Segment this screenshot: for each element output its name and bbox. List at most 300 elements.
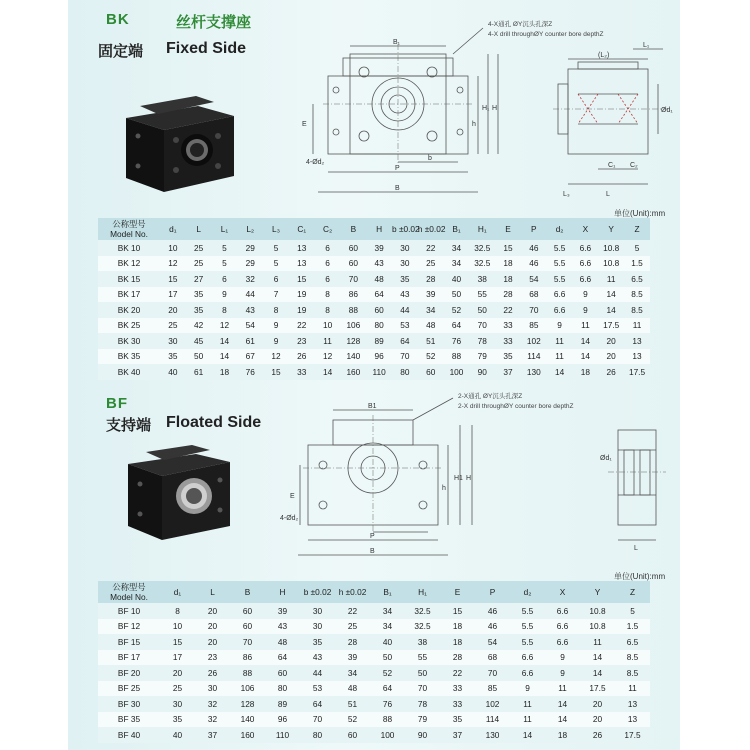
bf-value-cell: 30 — [172, 698, 183, 709]
bf-value-cell: 46 — [487, 621, 498, 632]
bk-value-cell: 18 — [503, 273, 513, 284]
bf-value-cell: 140 — [240, 714, 255, 725]
bf-value-cell: 26 — [207, 667, 218, 678]
bk-model-cell: BK 15 — [117, 273, 141, 284]
bk-value-cell: 39 — [374, 242, 384, 253]
bf-value-cell: 60 — [347, 729, 358, 740]
bk-value-cell: 5 — [634, 242, 640, 253]
bf-value-cell: 26 — [592, 729, 603, 740]
bk-value-cell: 35 — [400, 273, 410, 284]
bf-header-cell: H₁ — [418, 587, 427, 597]
bk-value-cell: 5 — [222, 258, 227, 269]
bf-value-cell: 48 — [347, 683, 358, 694]
bk-value-cell: 15 — [297, 273, 307, 284]
bf-value-cell: 25 — [172, 683, 183, 694]
bf-value-cell: 43 — [312, 652, 323, 663]
bf-value-cell: 33 — [452, 698, 463, 709]
bk-value-cell: 35 — [194, 304, 204, 315]
bf-value-cell: 37 — [207, 729, 218, 740]
bk-value-cell: 11 — [581, 320, 590, 331]
bf-value-cell: 54 — [487, 636, 498, 647]
bk-value-cell: 8 — [222, 304, 227, 315]
bf-value-cell: 6.6 — [521, 667, 534, 678]
bk-value-cell: 22 — [426, 242, 436, 253]
bf-value-cell: 128 — [240, 698, 255, 709]
bk-value-cell: 20 — [606, 335, 616, 346]
bk-header-cell: L₃ — [272, 224, 281, 234]
bk-model-cell: BK 30 — [117, 335, 141, 346]
bk-value-cell: 70 — [400, 351, 410, 362]
bk-table-row — [98, 302, 650, 318]
bk-value-cell: 17.5 — [603, 320, 620, 331]
bf-value-cell: 28 — [452, 652, 463, 663]
bk-header-cell: L₁ — [220, 224, 229, 234]
bk-value-cell: 6 — [325, 273, 330, 284]
bk-technical-drawing — [278, 14, 678, 204]
bk-dim-l: L — [606, 191, 610, 198]
bk-value-cell: 6 — [273, 273, 279, 284]
bf-table-row — [98, 681, 650, 697]
bf-dim-p: P — [370, 533, 375, 540]
bf-model-cell: BF 20 — [117, 667, 141, 678]
bk-value-cell: 76 — [451, 335, 462, 346]
bf-value-cell: 44 — [312, 667, 323, 678]
bk-value-cell: 5.5 — [553, 273, 566, 284]
spec-sheet — [68, 0, 680, 750]
bk-value-cell: 140 — [346, 351, 361, 362]
bf-value-cell: 35 — [172, 714, 183, 725]
bk-value-cell: 11 — [606, 273, 616, 284]
bf-product-photo — [112, 440, 242, 550]
bf-value-cell: 20 — [207, 605, 218, 616]
bk-value-cell: 22 — [503, 304, 513, 315]
bf-value-cell: 6.6 — [521, 652, 534, 663]
bf-value-cell: 11 — [593, 636, 602, 647]
bf-header-cell: B₁ — [383, 587, 392, 597]
bf-value-cell: 35 — [452, 714, 463, 725]
bk-value-cell: 6.6 — [579, 258, 592, 269]
bk-header-cell: Y — [608, 224, 614, 234]
bk-value-cell: 34 — [451, 258, 462, 269]
bk-value-cell: 40 — [168, 366, 178, 377]
bk-code: BK — [106, 11, 130, 28]
bf-value-cell: 43 — [277, 621, 288, 632]
bk-value-cell: 114 — [527, 351, 541, 362]
bk-value-cell: 61 — [194, 366, 204, 377]
bk-value-cell: 32 — [245, 273, 255, 284]
bk-model-cell: BK 17 — [117, 289, 141, 300]
bk-value-cell: 20 — [606, 351, 616, 362]
bf-value-cell: 38 — [417, 636, 428, 647]
bf-dim-d2: 4-Ød₂ — [280, 515, 299, 522]
bk-header-cell: d₁ — [169, 224, 177, 234]
bf-value-cell: 48 — [277, 636, 288, 647]
bf-dim-hh: H — [466, 475, 472, 482]
bk-value-cell: 20 — [168, 304, 178, 315]
bk-value-cell: 51 — [426, 335, 436, 346]
bf-value-cell: 40 — [382, 636, 393, 647]
bf-header-cell: Y — [594, 587, 601, 597]
bk-value-cell: 19 — [297, 289, 307, 300]
bk-value-cell: 28 — [503, 289, 513, 300]
bk-value-cell: 55 — [477, 289, 487, 300]
bk-value-cell: 5 — [273, 258, 279, 269]
bk-value-cell: 13 — [632, 335, 642, 346]
bk-value-cell: 45 — [194, 335, 204, 346]
bk-header-cell: L — [196, 224, 201, 234]
bk-value-cell: 10 — [322, 320, 333, 331]
bk-value-cell: 70 — [348, 273, 358, 284]
bf-value-cell: 85 — [487, 683, 498, 694]
bk-dim-hh: H — [492, 105, 498, 112]
bf-value-cell: 64 — [277, 652, 288, 663]
bf-value-cell: 64 — [312, 698, 323, 709]
bk-value-cell: 6.5 — [631, 273, 643, 284]
bf-value-cell: 37 — [452, 729, 463, 740]
bk-value-cell: 26 — [297, 351, 307, 362]
bk-value-cell: 37 — [503, 366, 513, 377]
bk-value-cell: 43 — [245, 304, 255, 315]
bk-value-cell: 6.6 — [579, 242, 592, 253]
bk-value-cell: 44 — [245, 289, 255, 300]
bk-value-cell: 64 — [451, 320, 462, 331]
bk-value-cell: 67 — [245, 351, 255, 362]
bk-value-cell: 25 — [194, 242, 204, 253]
bk-value-cell: 10.8 — [603, 258, 620, 269]
bk-header-cell: B₁ — [452, 224, 461, 234]
bk-header-cell: H — [376, 224, 383, 234]
bf-value-cell: 50 — [417, 667, 428, 678]
bk-value-cell: 10 — [168, 242, 178, 253]
bf-table-row — [98, 634, 650, 650]
bk-table-row — [98, 240, 650, 256]
bf-value-cell: 70 — [487, 667, 498, 678]
bf-value-cell: 25 — [347, 621, 358, 632]
bk-header-cell: P — [531, 224, 537, 234]
bf-drill-note-en: 2-X drill throughØY counter bore depthZ — [458, 403, 574, 410]
bf-value-cell: 60 — [242, 605, 253, 616]
bf-value-cell: 14 — [522, 729, 533, 740]
bf-value-cell: 9 — [560, 652, 565, 663]
bk-value-cell: 33 — [503, 320, 513, 331]
bk-value-cell: 14 — [322, 366, 333, 377]
bk-value-cell: 9 — [583, 289, 588, 300]
bk-value-cell: 5.5 — [553, 258, 566, 269]
bk-value-cell: 35 — [503, 351, 513, 362]
bf-value-cell: 52 — [382, 667, 393, 678]
bk-unit-label: 单位(Unit):mm — [614, 209, 666, 218]
bf-value-cell: 1.5 — [626, 621, 639, 632]
bk-model-cell: BK 12 — [117, 258, 141, 269]
bf-value-cell: 10.8 — [589, 605, 606, 616]
bf-value-cell: 89 — [277, 698, 288, 709]
bf-dim-e: E — [290, 493, 295, 500]
bk-value-cell: 14 — [580, 335, 590, 346]
bk-value-cell: 78 — [477, 335, 487, 346]
bk-value-cell: 79 — [477, 351, 487, 362]
bk-value-cell: 12 — [322, 351, 333, 362]
bk-value-cell: 70 — [477, 320, 487, 331]
bf-value-cell: 5.5 — [521, 621, 534, 632]
bk-table-row — [98, 333, 650, 349]
bk-value-cell: 32.5 — [474, 242, 491, 253]
bf-drill-note-cn: 2-X通孔 ØY沉头孔深Z — [458, 393, 523, 400]
bk-table-row — [98, 364, 650, 380]
bf-value-cell: 20 — [592, 714, 603, 725]
bk-value-cell: 60 — [348, 258, 358, 269]
bk-value-cell: 15 — [271, 366, 281, 377]
bk-value-cell: 40 — [451, 273, 462, 284]
bf-value-cell: 9 — [560, 667, 565, 678]
bf-code: BF — [106, 395, 128, 412]
bk-value-cell: 6 — [325, 242, 330, 253]
bf-value-cell: 68 — [487, 652, 498, 663]
bf-value-cell: 20 — [207, 636, 218, 647]
bf-value-cell: 18 — [452, 636, 463, 647]
bk-header-model-cn: 公称型号 — [112, 219, 146, 229]
bf-side-cn: 支持端 — [106, 417, 152, 434]
bf-header-cell: Z — [629, 587, 636, 597]
bk-value-cell: 76 — [245, 366, 255, 377]
bk-dim-l1: L₁ — [643, 42, 650, 49]
bk-value-cell: 80 — [374, 320, 384, 331]
bf-value-cell: 53 — [312, 683, 323, 694]
bk-value-cell: 9 — [222, 289, 227, 300]
bf-value-cell: 22 — [347, 605, 358, 616]
bk-value-cell: 15 — [503, 242, 513, 253]
bf-header-cell: P — [489, 587, 496, 597]
bk-value-cell: 18 — [219, 366, 230, 377]
bk-value-cell: 46 — [529, 242, 539, 253]
bk-dim-c1: C₁ — [608, 162, 616, 169]
bf-header-model-cn: 公称型号 — [112, 582, 146, 592]
bk-dim-e: E — [302, 121, 307, 128]
bf-value-cell: 30 — [312, 621, 323, 632]
bk-value-cell: 5 — [222, 242, 227, 253]
bf-model-cell: BF 10 — [117, 605, 141, 616]
bk-model-cell: BK 35 — [117, 351, 141, 362]
bf-value-cell: 32.5 — [414, 605, 431, 616]
bk-value-cell: 14 — [554, 366, 565, 377]
bf-value-cell: 88 — [382, 714, 393, 725]
bk-header-model — [98, 218, 160, 240]
bf-value-cell: 11 — [558, 683, 567, 694]
bf-value-cell: 18 — [452, 621, 463, 632]
bk-value-cell: 17.5 — [628, 366, 646, 377]
bf-header-cell: H — [279, 587, 286, 597]
bk-header-cell: E — [505, 224, 511, 234]
bf-value-cell: 39 — [347, 652, 358, 663]
bf-value-cell: 6.5 — [626, 636, 639, 647]
bk-value-cell: 44 — [400, 304, 410, 315]
bk-value-cell: 160 — [346, 366, 361, 377]
bk-value-cell: 26 — [606, 366, 616, 377]
bk-header-cell: B — [350, 224, 357, 234]
bk-value-cell: 88 — [348, 304, 358, 315]
bk-value-cell: 9 — [273, 335, 279, 346]
bk-header-cell: C₁ — [297, 224, 307, 234]
bk-dim-p: P — [395, 165, 400, 172]
bf-value-cell: 160 — [240, 729, 255, 740]
bk-table-row — [98, 349, 650, 365]
bk-product-photo — [106, 88, 246, 198]
bk-drill-note-en: 4-X drill throughØY counter bore depthZ — [488, 31, 604, 38]
bk-value-cell: 30 — [168, 335, 178, 346]
bf-header-cell: L — [210, 587, 215, 597]
bf-spec-table — [98, 581, 650, 743]
bf-model-cell: BF 25 — [117, 683, 141, 694]
bf-table-row — [98, 727, 650, 743]
bk-value-cell: 10.8 — [603, 242, 620, 253]
bk-value-cell: 12 — [271, 351, 281, 362]
bf-value-cell: 76 — [382, 698, 393, 709]
bf-table-header — [98, 581, 650, 603]
bf-model-cell: BF 30 — [117, 698, 141, 709]
bk-value-cell: 9 — [557, 320, 562, 331]
bk-value-cell: 8 — [273, 304, 279, 315]
bk-value-cell: 54 — [529, 273, 539, 284]
bk-value-cell: 7 — [273, 289, 279, 300]
bk-value-cell: 8.5 — [631, 289, 643, 300]
bf-header-model — [98, 581, 160, 603]
bk-header-model-en: Model No. — [110, 229, 148, 239]
bf-dim-h: h — [442, 485, 446, 492]
bf-value-cell: 5 — [630, 605, 635, 616]
bk-drill-note-cn: 4-X通孔 ØY沉头孔深Z — [488, 21, 553, 28]
bk-table-row — [98, 287, 650, 303]
bf-value-cell: 39 — [277, 605, 288, 616]
bk-value-cell: 48 — [374, 273, 384, 284]
bf-value-cell: 30 — [312, 605, 323, 616]
bk-header-cell: X — [582, 224, 589, 234]
bk-value-cell: 11 — [632, 320, 642, 331]
bk-value-cell: 43 — [374, 258, 384, 269]
bf-value-cell: 110 — [275, 729, 290, 740]
bf-value-cell: 70 — [417, 683, 428, 694]
bk-value-cell: 61 — [245, 335, 255, 346]
bk-value-cell: 22 — [297, 320, 307, 331]
bf-value-cell: 14 — [557, 698, 568, 709]
bf-value-cell: 15 — [452, 605, 463, 616]
bk-value-cell: 48 — [426, 320, 436, 331]
bk-value-cell: 100 — [449, 366, 464, 377]
bf-header-cell: B — [244, 587, 251, 597]
bk-value-cell: 50 — [194, 351, 204, 362]
bk-value-cell: 88 — [451, 351, 462, 362]
bk-value-cell: 1.5 — [631, 258, 643, 269]
bk-dim-d1: Ød₁ — [661, 107, 673, 114]
bf-value-cell: 52 — [347, 714, 358, 725]
bf-value-cell: 14 — [557, 714, 568, 725]
bf-value-cell: 30 — [207, 683, 218, 694]
bk-value-cell: 23 — [297, 335, 307, 346]
bk-dim-l3: L₃ — [563, 191, 570, 198]
bf-header-cell: d₁ — [173, 587, 182, 597]
bk-model-cell: BK 20 — [117, 304, 141, 315]
bk-value-cell: 86 — [348, 289, 358, 300]
bf-value-cell: 55 — [417, 652, 428, 663]
bk-value-cell: 80 — [400, 366, 410, 377]
bk-spec-table — [98, 218, 650, 380]
bk-header-cell: H₁ — [477, 224, 487, 234]
bk-value-cell: 90 — [477, 366, 487, 377]
bk-value-cell: 33 — [503, 335, 513, 346]
bk-value-cell: 34 — [451, 242, 462, 253]
bf-value-cell: 10.8 — [589, 621, 606, 632]
bk-value-cell: 15 — [168, 273, 178, 284]
bk-value-cell: 11 — [323, 335, 332, 346]
bf-table-row — [98, 696, 650, 712]
bf-unit-label: 单位(Unit):mm — [614, 572, 666, 581]
bk-value-cell: 33 — [297, 366, 307, 377]
bf-value-cell: 34 — [382, 605, 393, 616]
bk-value-cell: 96 — [374, 351, 384, 362]
bk-dim-b: B — [395, 185, 400, 192]
bk-value-cell: 64 — [400, 335, 410, 346]
bk-value-cell: 35 — [194, 289, 204, 300]
bk-table-header — [98, 218, 650, 240]
bk-value-cell: 85 — [529, 320, 539, 331]
bf-value-cell: 96 — [277, 714, 288, 725]
bf-value-cell: 70 — [242, 636, 253, 647]
bf-value-cell: 11 — [523, 714, 532, 725]
bk-value-cell: 50 — [477, 304, 487, 315]
bk-value-cell: 68 — [529, 289, 539, 300]
bk-value-cell: 128 — [346, 335, 361, 346]
bk-value-cell: 17 — [168, 289, 178, 300]
bk-value-cell: 6 — [222, 273, 227, 284]
bf-value-cell: 6.6 — [556, 621, 569, 632]
bf-header-cell: X — [559, 587, 566, 597]
bf-value-cell: 14 — [592, 667, 603, 678]
bf-value-cell: 32.5 — [414, 621, 431, 632]
bf-header-cell: b ±0.02 — [303, 587, 332, 597]
bf-value-cell: 106 — [240, 683, 255, 694]
bk-value-cell: 12 — [168, 258, 178, 269]
bf-value-cell: 13 — [627, 698, 638, 709]
bf-value-cell: 9 — [525, 683, 530, 694]
bf-value-cell: 17.5 — [624, 729, 641, 740]
bk-value-cell: 70 — [529, 304, 539, 315]
bk-value-cell: 42 — [194, 320, 204, 331]
bf-value-cell: 78 — [417, 698, 428, 709]
bf-value-cell: 60 — [242, 621, 253, 632]
bk-value-cell: 5.5 — [553, 242, 566, 253]
bk-value-cell: 28 — [426, 273, 436, 284]
bf-value-cell: 34 — [382, 621, 393, 632]
bk-value-cell: 6.6 — [579, 273, 592, 284]
bf-header-cell: d₂ — [523, 587, 532, 597]
bf-table-row — [98, 603, 650, 619]
bf-dim-l: L — [634, 545, 638, 552]
bk-value-cell: 32.5 — [474, 258, 491, 269]
bk-value-cell: 29 — [245, 258, 255, 269]
bk-value-cell: 11 — [555, 335, 564, 346]
bf-value-cell: 6.6 — [556, 605, 569, 616]
bk-value-cell: 18 — [503, 258, 513, 269]
bf-table-row — [98, 619, 650, 635]
bk-value-cell: 9 — [273, 320, 279, 331]
bf-value-cell: 86 — [242, 652, 253, 663]
bk-header-cell: Z — [634, 224, 640, 234]
bk-value-cell: 6.6 — [553, 304, 566, 315]
bk-value-cell: 8 — [325, 289, 330, 300]
bk-value-cell: 30 — [400, 258, 410, 269]
bk-value-cell: 14 — [219, 351, 230, 362]
bk-value-cell: 53 — [400, 320, 410, 331]
bf-value-cell: 90 — [417, 729, 428, 740]
bf-value-cell: 22 — [452, 667, 463, 678]
